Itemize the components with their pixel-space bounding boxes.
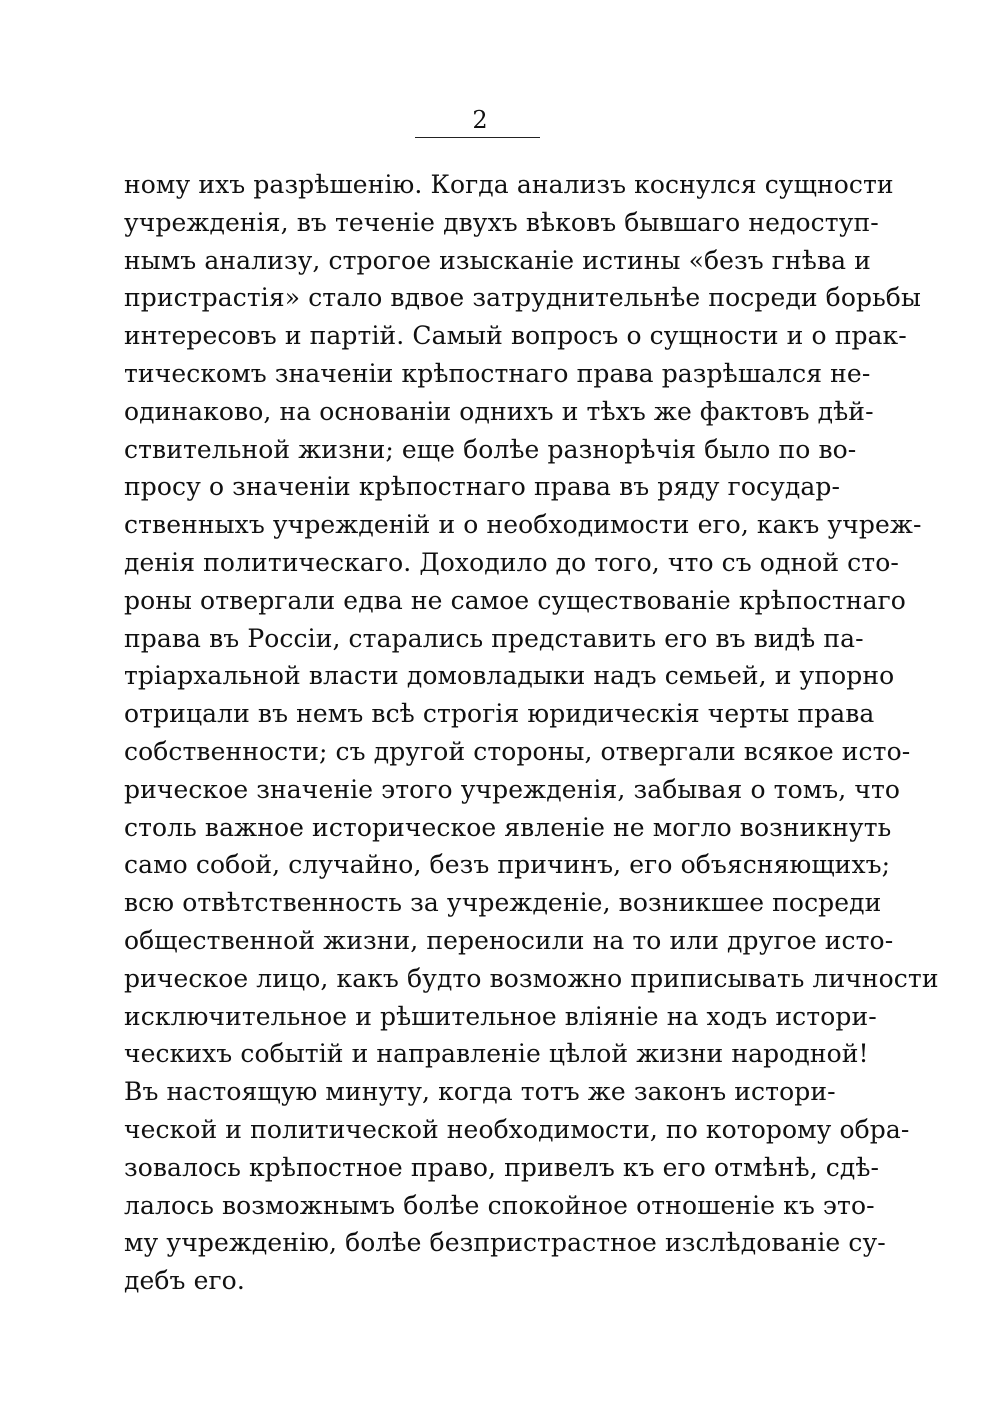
text-line: само собой, случайно, безъ причинъ, его объясняющихъ; xyxy=(124,850,891,880)
text-line: столь важное историческое явленіе не могло возникнуть xyxy=(124,812,892,842)
page-number: 2 xyxy=(472,106,488,134)
text-line: нымъ анализу, строгое изысканіе истины «безъ гнѣва и xyxy=(124,245,871,275)
text-line: дебъ его. xyxy=(124,1266,245,1296)
text-line: учрежденія, въ теченіе двухъ вѣковъ бывшаго недоступ- xyxy=(124,207,879,237)
page-number-rule xyxy=(415,137,540,138)
body-text xyxy=(124,166,939,1300)
text-line: всю отвѣтственность за учрежденіе, возникшее посреди xyxy=(124,888,882,918)
text-line: Въ настоящую минуту, когда тотъ же законъ истори- xyxy=(124,1077,836,1107)
text-line: денія политическаго. Доходило до того, что съ одной сто- xyxy=(124,547,899,577)
text-line: ческой и политической необходимости, по которому обра- xyxy=(124,1114,910,1144)
text-line: отрицали въ немъ всѣ строгія юридическія черты права xyxy=(124,699,875,729)
text-line: лалось возможнымъ болѣе спокойное отношеніе къ это- xyxy=(124,1190,875,1220)
text-line: просу о значеніи крѣпостнаго права въ ряду государ- xyxy=(124,472,841,502)
text-line: одинаково, на основаніи однихъ и тѣхъ же фактовъ дѣй- xyxy=(124,396,874,426)
text-line: общественной жизни, переносили на то или другое исто- xyxy=(124,925,894,955)
text-line: рическое значеніе этого учрежденія, забывая о томъ, что xyxy=(124,774,901,804)
text-line: ственныхъ учрежденій и о необходимости его, какъ учреж- xyxy=(124,510,922,540)
text-line: права въ Россіи, старались представить его въ видѣ па- xyxy=(124,623,864,653)
text-line: исключительное и рѣшительное вліяніе на ходъ истори- xyxy=(124,1001,877,1031)
text-line: ному ихъ разрѣшенію. Когда анализъ коснулся сущности xyxy=(124,170,894,199)
text-line: му учрежденію, болѣе безпристрастное изслѣдованіе су- xyxy=(124,1228,886,1258)
text-line: ствительной жизни; еще болѣе разнорѣчія было по во- xyxy=(124,434,857,464)
text-line: рическое лицо, какъ будто возможно приписывать личности xyxy=(124,963,939,993)
text-line: собственности; съ другой стороны, отвергали всякое исто- xyxy=(124,736,911,766)
text-line: пристрастія» стало вдвое затруднительнѣе посреди борьбы xyxy=(124,283,921,313)
text-line: интересовъ и партій. Самый вопросъ о сущности и о прак- xyxy=(124,321,907,351)
text-line: тическомъ значеніи крѣпостнаго права разрѣшался не- xyxy=(124,358,871,388)
text-line: роны отвергали едва не самое существованіе крѣпостнаго xyxy=(124,585,906,615)
text-line: зовалось крѣпостное право, привелъ къ его отмѣнѣ, сдѣ- xyxy=(124,1152,880,1182)
text-line: тріархальной власти домовладыки надъ семьей, и упорно xyxy=(124,661,895,691)
text-line: ческихъ событій и направленіе цѣлой жизни народной! xyxy=(124,1039,869,1069)
